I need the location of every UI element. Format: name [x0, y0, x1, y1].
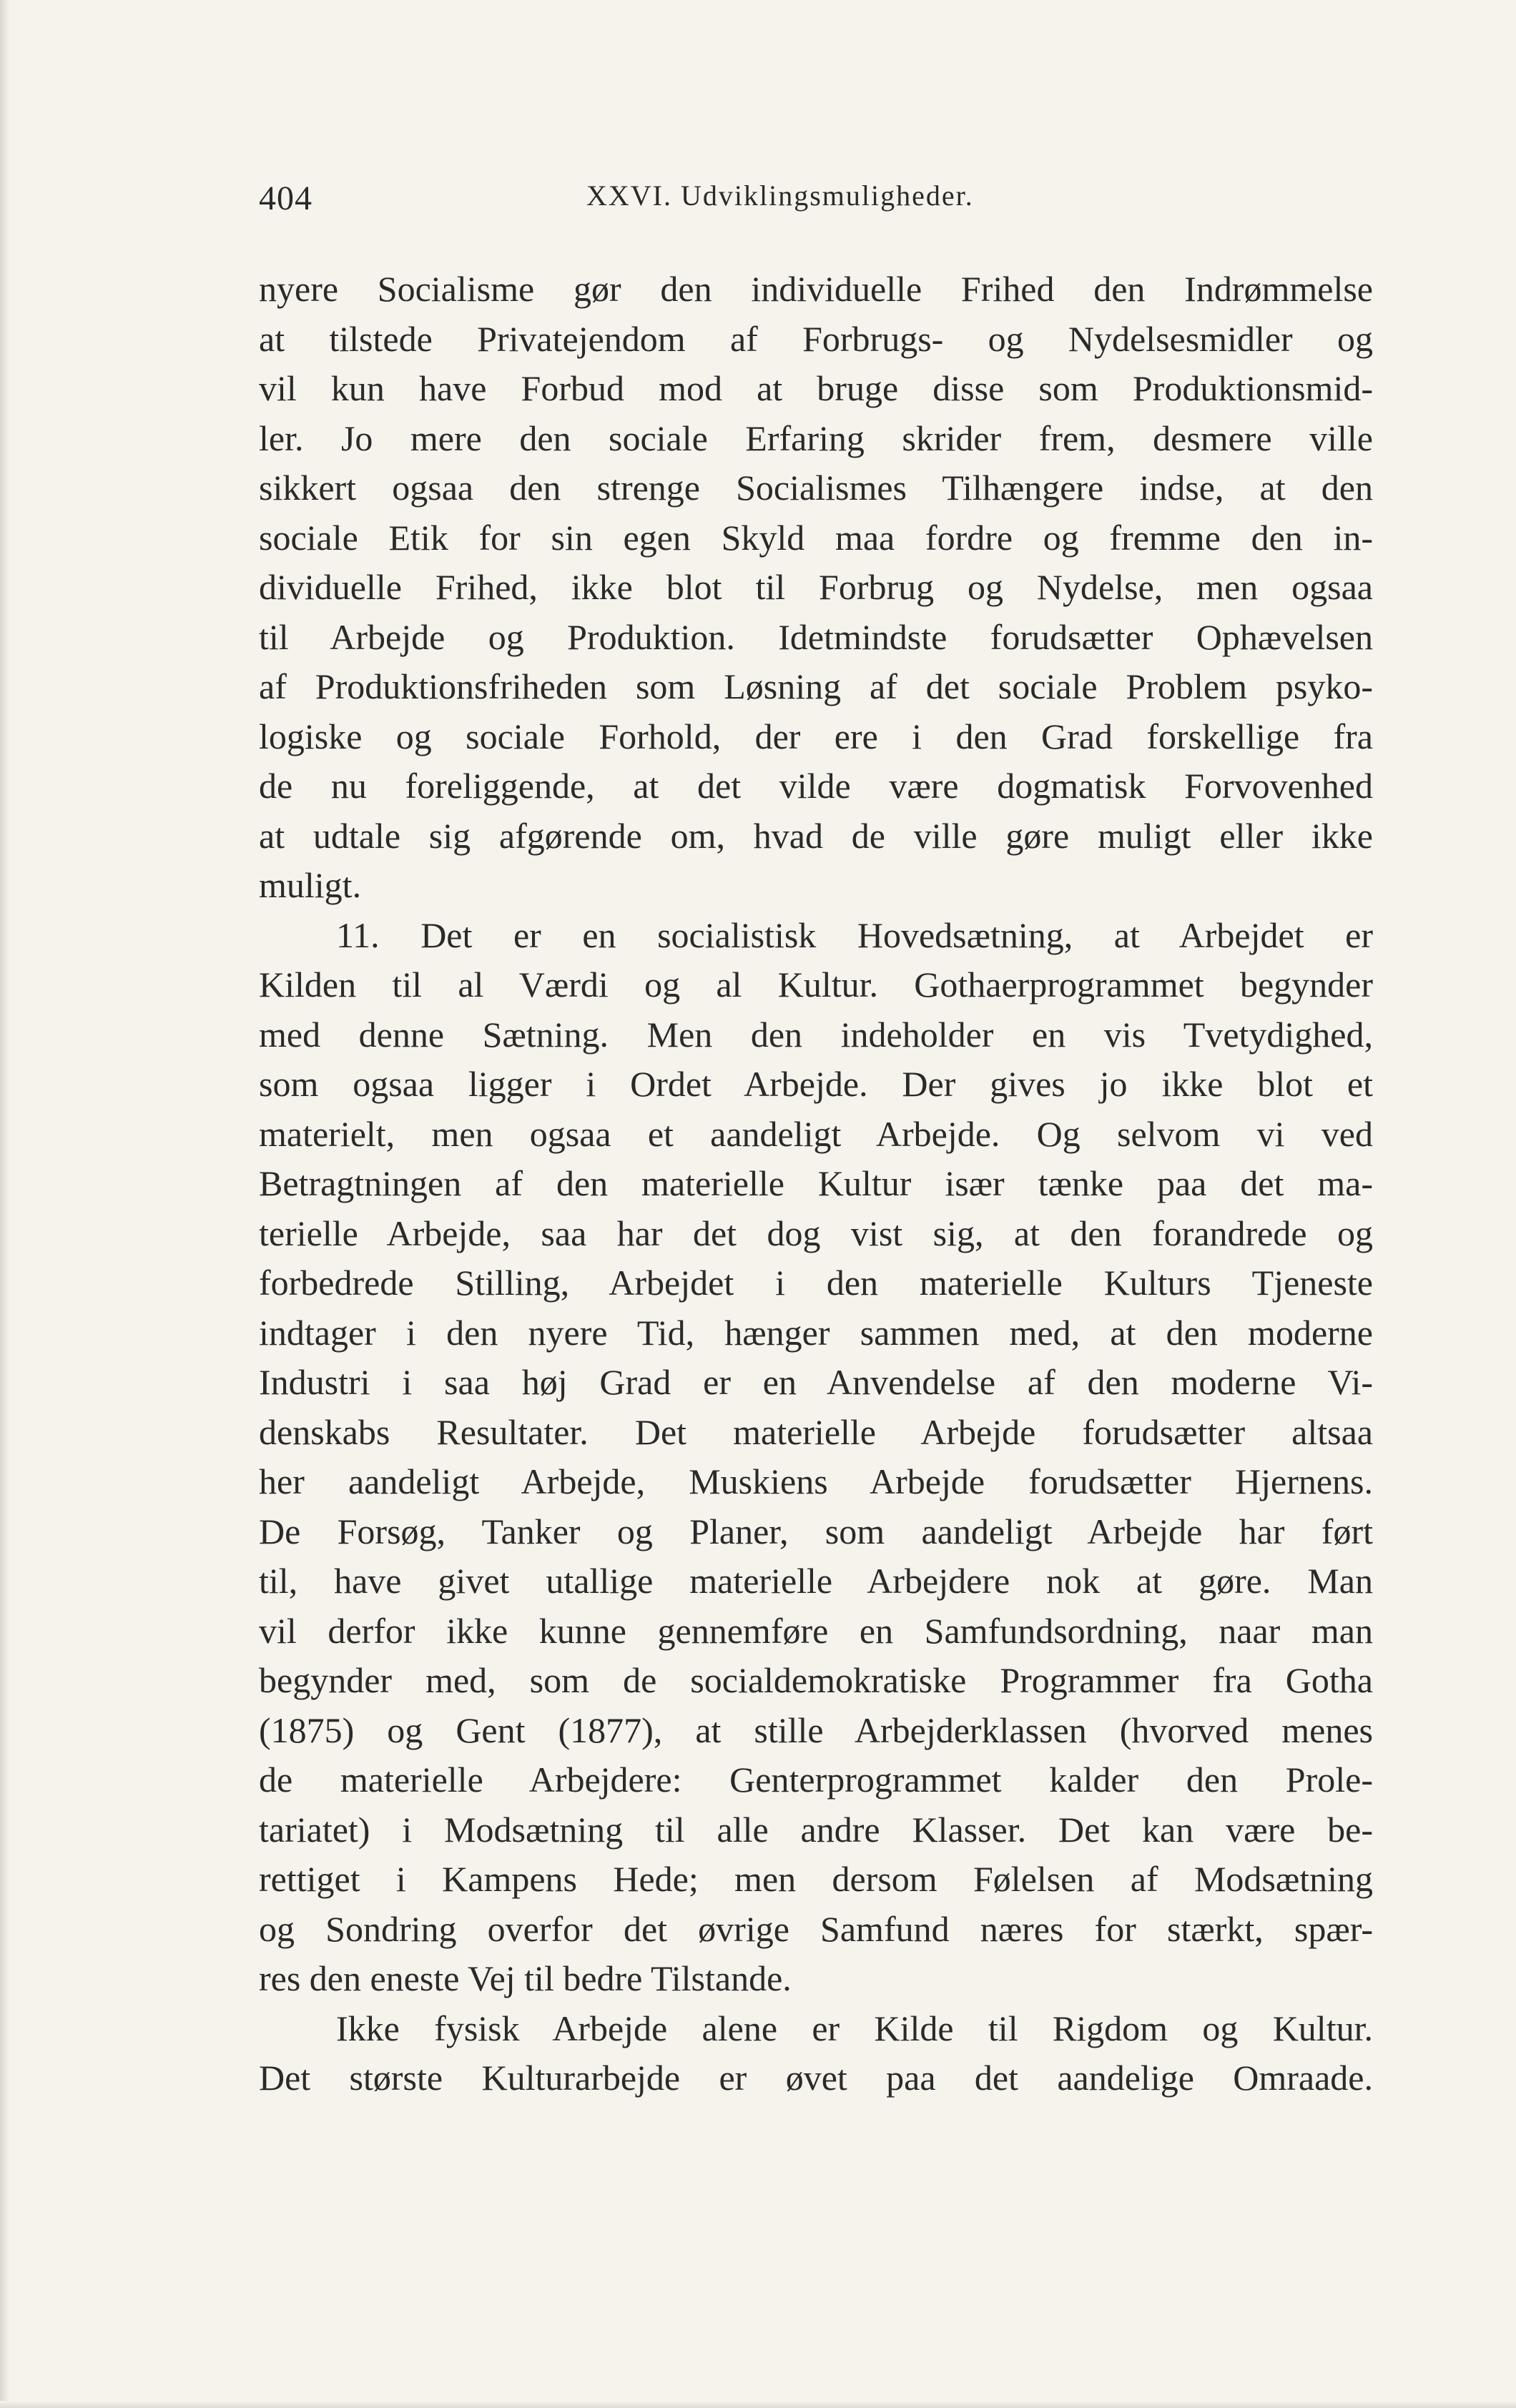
text-line: de nu foreliggende, at det vilde være dogmatisk Forvovenhed [259, 766, 1373, 806]
text-line: sikkert ogsaa den strenge Socialismes Tilhængere indse, at den [259, 468, 1373, 508]
page-bottom-shadow [0, 2401, 1516, 2408]
text-line: til, have givet utallige materielle Arbejdere nok at gøre. Man [259, 1561, 1373, 1601]
text-line: tariatet) i Modsætning til alle andre Klasser. Det kan være be- [259, 1809, 1373, 1850]
text-line: materielt, men ogsaa et aandeligt Arbejde. Og selvom vi ved [259, 1113, 1373, 1154]
text-line: de materielle Arbejdere: Genterprogrammet kalder den Prole- [259, 1760, 1373, 1800]
text-line: dividuelle Frihed, ikke blot til Forbrug og Nydelse, men ogsaa [259, 567, 1373, 607]
text-line: vil kun have Forbud mod at bruge disse som Produktionsmid- [259, 368, 1373, 408]
text-line: nyere Socialisme gør den individuelle Frihed den Indrømmelse [259, 269, 1373, 309]
text-line: logiske og sociale Forhold, der ere i den Grad forskellige fra [259, 716, 1373, 756]
text-line: som ogsaa ligger i Ordet Arbejde. Der gives jo ikke blot et [259, 1064, 1373, 1104]
running-title: XXVI. Udviklingsmuligheder. [586, 179, 974, 212]
text-line: (1875) og Gent (1877), at stille Arbejderklassen (hvorved menes [259, 1709, 1373, 1750]
text-line: at tilstede Privatejendom af Forbrugs- og Nydelsesmidler og [259, 318, 1373, 359]
text-line: af Produktionsfriheden som Løsning af det sociale Problem psyko- [259, 666, 1373, 706]
text-line: terielle Arbejde, saa har det dog vist sig, at den forandrede og [259, 1213, 1373, 1253]
text-line: vil derfor ikke kunne gennemføre en Samfundsordning, naar man [259, 1610, 1373, 1651]
text-line: til Arbejde og Produktion. Idetmindste forudsætter Ophævelsen [259, 616, 1373, 657]
text-line: De Forsøg, Tanker og Planer, som aandeligt Arbejde har ført [259, 1511, 1373, 1551]
text-line: med denne Sætning. Men den indeholder en vis Tvetydighed, [259, 1014, 1373, 1055]
text-line: forbedrede Stilling, Arbejdet i den materielle Kulturs Tjeneste [259, 1263, 1373, 1303]
text-line: rettiget i Kampens Hede; men dersom Følelsen af Modsætning [259, 1859, 1373, 1899]
text-line: ler. Jo mere den sociale Erfaring skrider frem, desmere ville [259, 418, 1373, 458]
page-number: 404 [259, 179, 312, 217]
text-line: og Sondring overfor det øvrige Samfund næres for stærkt, spær- [259, 1908, 1373, 1949]
text-line: Kilden til al Værdi og al Kultur. Gothaerprogrammet begynder [259, 964, 1373, 1005]
text-line: denskabs Resultater. Det materielle Arbejde forudsætter altsaa [259, 1411, 1373, 1452]
body-text [259, 265, 1373, 2103]
text-line: res den eneste Vej til bedre Tilstande. [259, 1958, 792, 1998]
text-line: 11. Det er en socialistisk Hovedsætning, at Arbejdet er [336, 914, 1373, 955]
text-line: at udtale sig afgørende om, hvad de ville gøre muligt eller ikke [259, 815, 1373, 856]
text-line: Industri i saa høj Grad er en Anvendelse af den moderne Vi- [259, 1362, 1373, 1402]
text-line: Betragtningen af den materielle Kultur især tænke paa det ma- [259, 1163, 1373, 1203]
text-line: Ikke fysisk Arbejde alene er Kilde til Rigdom og Kultur. [336, 2008, 1373, 2048]
text-line: sociale Etik for sin egen Skyld maa fordre og fremme den in- [259, 517, 1373, 558]
running-header [259, 170, 1373, 220]
page-edge-shadow [0, 0, 10, 2408]
text-line: begynder med, som de socialdemokratiske Programmer fra Gotha [259, 1660, 1373, 1700]
text-line: indtager i den nyere Tid, hænger sammen med, at den moderne [259, 1312, 1373, 1353]
text-line: her aandeligt Arbejde, Muskiens Arbejde forudsætter Hjernens. [259, 1461, 1373, 1501]
text-line: muligt. [259, 865, 362, 905]
text-line: Det største Kulturarbejde er øvet paa det aandelige Omraade. [259, 2058, 1373, 2098]
